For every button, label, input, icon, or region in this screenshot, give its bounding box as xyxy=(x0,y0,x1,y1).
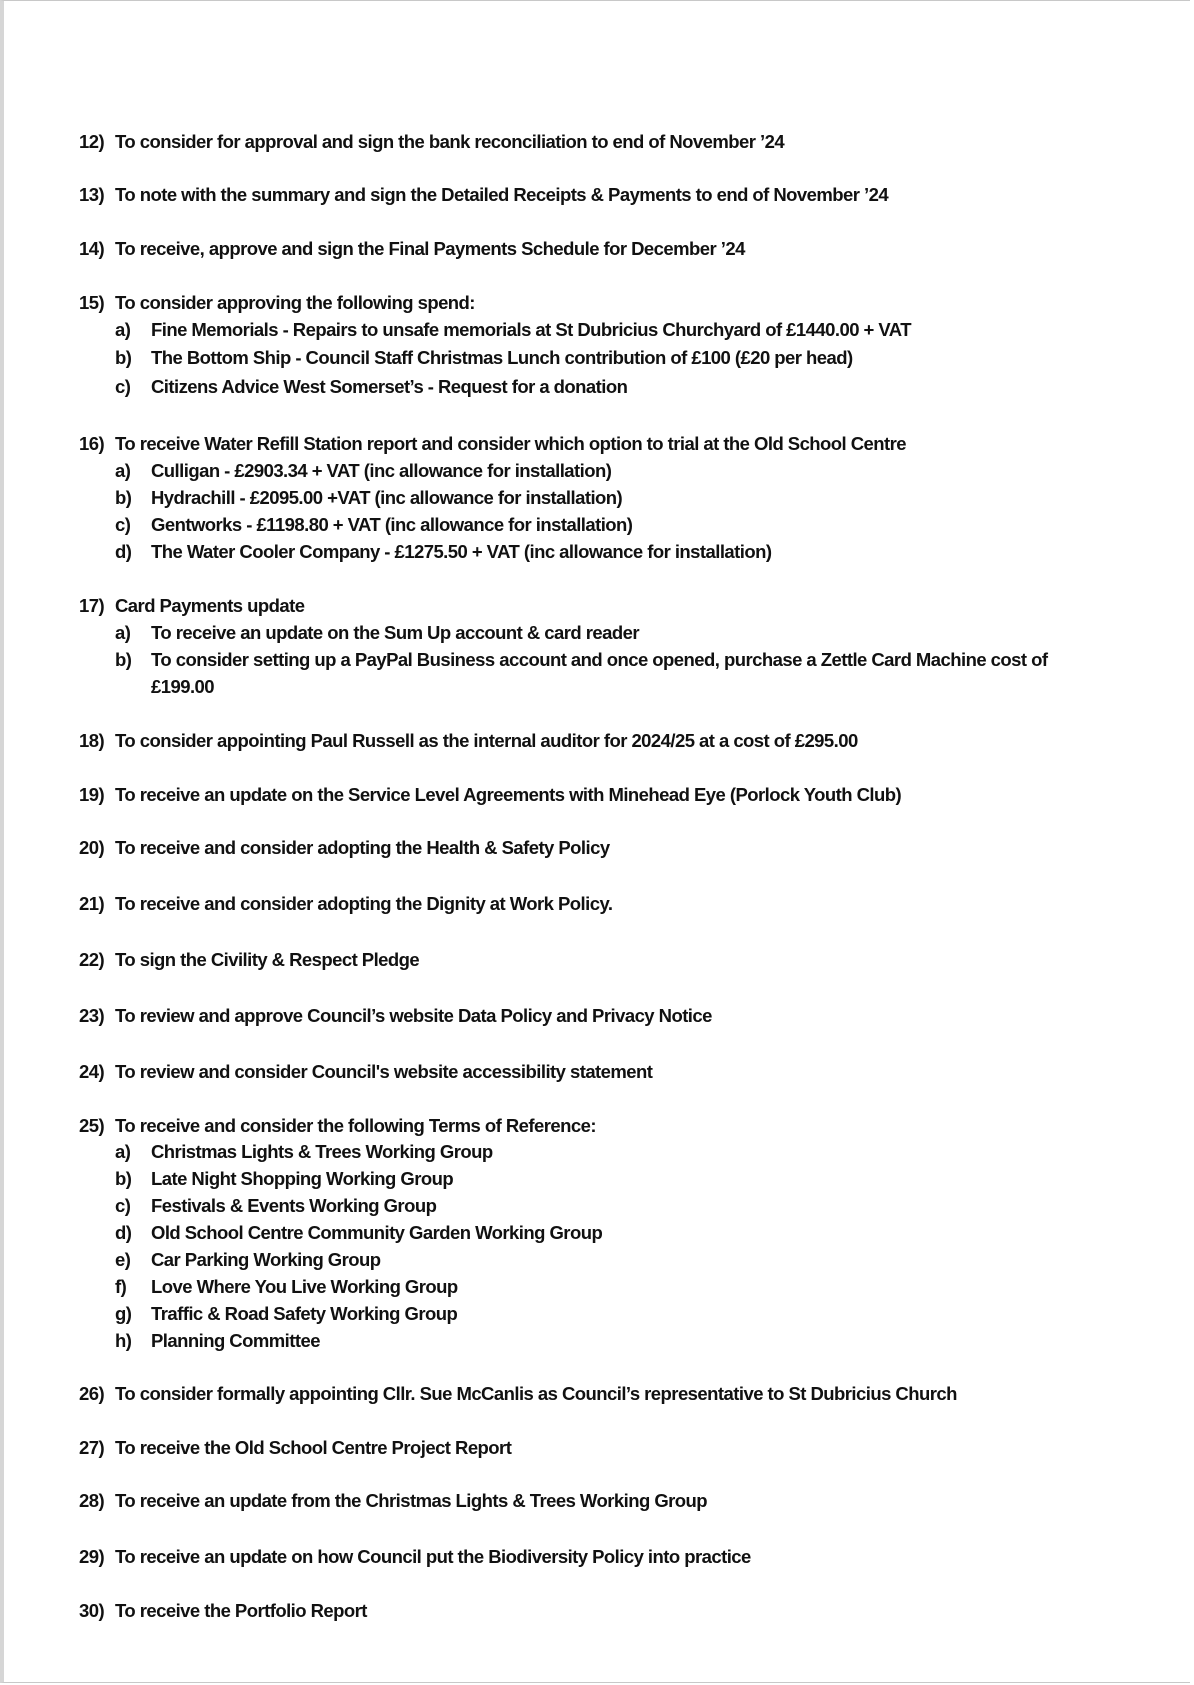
sub-item-letter: d) xyxy=(115,541,132,562)
sub-item-text: Festivals & Events Working Group xyxy=(151,1195,437,1216)
item-number: 30) xyxy=(79,1600,105,1621)
sub-item-text: Christmas Lights & Trees Working Group xyxy=(151,1141,493,1162)
sub-item-text: £199.00 xyxy=(151,676,215,697)
sub-item-text: To consider setting up a PayPal Business account and once opened, purchase a Zettle Card Machine cost of xyxy=(151,649,1048,670)
sub-item-letter: a) xyxy=(115,1141,131,1162)
item-number: 15) xyxy=(79,292,105,313)
sub-item-text: To receive an update on the Sum Up account & card reader xyxy=(151,622,640,643)
sub-item-letter: e) xyxy=(115,1249,131,1270)
item-number: 25) xyxy=(79,1115,105,1136)
sub-item-letter: b) xyxy=(115,1168,132,1189)
item-number: 28) xyxy=(79,1490,105,1511)
item-text: To receive the Old School Centre Project Report xyxy=(115,1437,512,1458)
item-text: Card Payments update xyxy=(115,595,305,616)
item-number: 23) xyxy=(79,1005,105,1026)
sub-item-letter: a) xyxy=(115,319,131,340)
sub-item-text: Old School Centre Community Garden Working Group xyxy=(151,1222,603,1243)
sub-item-letter: d) xyxy=(115,1222,132,1243)
item-text: To consider approving the following spend: xyxy=(115,292,475,313)
sub-item-text: Hydrachill - £2095.00 +VAT (inc allowance for installation) xyxy=(151,487,623,508)
sub-item-text: Fine Memorials - Repairs to unsafe memorials at St Dubricius Churchyard of £1440.00 + VAT xyxy=(151,319,911,340)
item-text: To consider formally appointing Cllr. Sue McCanlis as Council’s representative to St Dubricius Church xyxy=(115,1383,957,1404)
item-text: To receive the Portfolio Report xyxy=(115,1600,367,1621)
sub-item-letter: b) xyxy=(115,487,132,508)
sub-item-letter: g) xyxy=(115,1303,132,1324)
sub-item-letter: a) xyxy=(115,622,131,643)
sub-item-text: Planning Committee xyxy=(151,1330,320,1351)
sub-item-text: Culligan - £2903.34 + VAT (inc allowance for installation) xyxy=(151,460,612,481)
sub-item-letter: c) xyxy=(115,1195,131,1216)
item-text: To consider for approval and sign the bank reconciliation to end of November ’24 xyxy=(115,131,785,152)
item-number: 27) xyxy=(79,1437,105,1458)
item-text: To receive and consider adopting the Dignity at Work Policy. xyxy=(115,893,613,914)
item-text: To receive an update from the Christmas Lights & Trees Working Group xyxy=(115,1490,708,1511)
sub-item-letter: f) xyxy=(115,1276,127,1297)
item-text: To receive Water Refill Station report and consider which option to trial at the Old School Centre xyxy=(115,433,907,454)
sub-item-letter: h) xyxy=(115,1330,132,1351)
item-text: To consider appointing Paul Russell as the internal auditor for 2024/25 at a cost of £295.00 xyxy=(115,730,858,751)
item-number: 14) xyxy=(79,238,105,259)
sub-item-text: Citizens Advice West Somerset’s - Request for a donation xyxy=(151,376,628,397)
item-number: 12) xyxy=(79,131,105,152)
item-number: 19) xyxy=(79,784,105,805)
sub-item-letter: c) xyxy=(115,376,131,397)
item-number: 21) xyxy=(79,893,105,914)
sub-item-text: Gentworks - £1198.80 + VAT (inc allowance for installation) xyxy=(151,514,633,535)
item-text: To sign the Civility & Respect Pledge xyxy=(115,949,420,970)
item-number: 20) xyxy=(79,837,105,858)
sub-item-text: Traffic & Road Safety Working Group xyxy=(151,1303,458,1324)
sub-item-letter: b) xyxy=(115,649,132,670)
sub-item-letter: a) xyxy=(115,460,131,481)
item-text: To note with the summary and sign the Detailed Receipts & Payments to end of November ’24 xyxy=(115,184,889,205)
item-text: To review and approve Council’s website Data Policy and Privacy Notice xyxy=(115,1005,712,1026)
sub-item-text: Car Parking Working Group xyxy=(151,1249,381,1270)
item-text: To receive, approve and sign the Final Payments Schedule for December ’24 xyxy=(115,238,745,259)
item-number: 29) xyxy=(79,1546,105,1567)
sub-item-letter: c) xyxy=(115,514,131,535)
item-number: 13) xyxy=(79,184,105,205)
item-number: 22) xyxy=(79,949,105,970)
sub-item-text: Love Where You Live Working Group xyxy=(151,1276,458,1297)
sub-item-text: Late Night Shopping Working Group xyxy=(151,1168,454,1189)
item-number: 24) xyxy=(79,1061,105,1082)
sub-item-text: The Water Cooler Company - £1275.50 + VAT (inc allowance for installation) xyxy=(151,541,772,562)
sub-item-text: The Bottom Ship - Council Staff Christmas Lunch contribution of £100 (£20 per head) xyxy=(151,347,853,368)
item-text: To review and consider Council's website accessibility statement xyxy=(115,1061,653,1082)
item-number: 17) xyxy=(79,595,105,616)
item-number: 16) xyxy=(79,433,105,454)
item-text: To receive and consider the following Terms of Reference: xyxy=(115,1115,596,1136)
item-number: 26) xyxy=(79,1383,105,1404)
item-text: To receive an update on how Council put the Biodiversity Policy into practice xyxy=(115,1546,751,1567)
item-text: To receive an update on the Service Level Agreements with Minehead Eye (Porlock Youth Club) xyxy=(115,784,902,805)
item-number: 18) xyxy=(79,730,105,751)
item-text: To receive and consider adopting the Health & Safety Policy xyxy=(115,837,610,858)
sub-item-letter: b) xyxy=(115,347,132,368)
